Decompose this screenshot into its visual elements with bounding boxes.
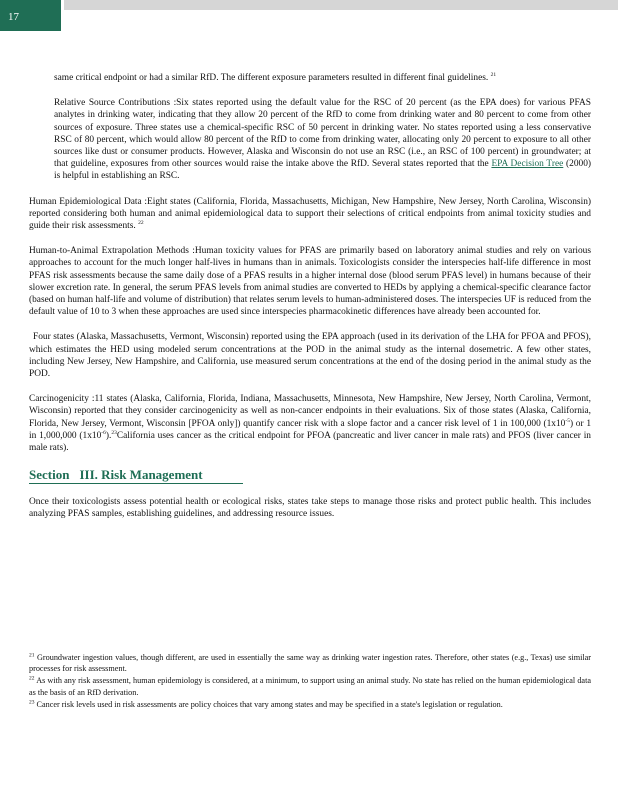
footnote-ref[interactable]: 21 [490, 71, 497, 78]
bullet-text: Relative Source Contributions :Six states reported using the default value for the RSC of 20 percent (as the EPA does) for various PFAS analytes in drinking water, indicating that they allow 20 percent of the RfD to come from drinking water and 80 percent to come from other sources of exposure. Three states use a chemical-specific RSC of 50 percent in drinking water. No states reported using a less conservative RSC of 80 percent, which would allow 80 percent of the RfD to come from drinking water, allocating only 20 percent to exposure to all other sources like dust or consumer products. However, Alaska and Wisconsin do not use an RSC (i.e., an RSC of 100 percent) in groundwater; at that guideline, exposures from other sources would raise the intake above the RfD. Several states reported that the EPA Decision Tree (2000) is helpful in establishing an RSC. [54, 98, 592, 182]
footnote-ref[interactable]: 22 [138, 219, 144, 226]
section-heading [29, 467, 243, 484]
footnote-23: $^{23}$ Cancer risk levels used in risk assessments are policy choices that vary among states and may be specified in a state's legislation or regulation. [29, 699, 503, 709]
header-bar [64, 0, 618, 10]
carcinogenicity-paragraph: Carcinogenicity :11 states (Alaska, California, Florida, Indiana, Massachusetts, Minnesota, New Hampshire, New Jersey, North Carolina, Vermont, Wisconsin) reported that they consider carcinogenicity as well as non-cancer endpoints in their evaluations. Six of those states (Alaska, California, Florida, New Jersey, Vermont, Wisconsin [PFOA only]) quantify cancer risk with a slope factor and a cancer risk level of 1 in 100,000 $(1x10^{-5})$ or 1 in 1,000,000 $(1x10^{-6}).^{23}California$ uses cancer as the critical endpoint for PFOA (pancreatic and liver cancer in male rats) and PFOS (liver cancer in male rats). [29, 394, 592, 454]
page-number: 17 [8, 11, 19, 23]
footnote-21: $^{21}$ Groundwater ingestion values, though different, are used in essentially the same way as drinking water ingestion rates. Therefore, other states (e.g., Texas) use similar processes for risk assessment. [29, 652, 591, 674]
section-label: Section [29, 467, 70, 483]
extrapolation-paragraph: Human-to-Animal Extrapolation Methods :Human toxicity values for PFAS are primarily based on laboratory animal studies and rely on various approaches to account for the much longer half-lives in humans than in animals. Toxicologists consider the interspecies half-life difference in most PFAS risk assessments because the same daily dose of a PFAS results in a higher internal dose (blood serum PFAS level) in humans because of their slower excretion rate. In general, the serum PFAS levels from animal studies are converted to HEDs by applying a chemical-specific clearance factor (based on human half-life and volume of distribution) that relates serum levels to human-administered doses. The interspecies UF is reduced from the default value of 10 to 3 when these approaches are used since interspecies pharmacokinetic differences have already been accounted for. [29, 246, 591, 318]
page-number-badge [0, 0, 61, 31]
bullet-icon [34, 97, 54, 182]
human-epidemiological-paragraph: Human Epidemiological Data :Eight states (California, Florida, Massachusetts, Michigan, New Hampshire, New Jersey, North Carolina, Wisconsin) reported considering both human and animal epidemiological data to support their selections of critical endpoints from animal toxicity studies and guide their risk assessments. $^{22}$ [29, 196, 591, 232]
main-content [29, 72, 591, 534]
section-intro-paragraph: Once their toxicologists assess potential health or ecological risks, states take steps to manage those risks and protect public health. This includes analyzing PFAS samples, establishing guidelines, and addressing resource issues. [29, 497, 591, 520]
footnote-ref[interactable]: 23 [111, 429, 117, 436]
footnotes [29, 652, 591, 711]
section-title: III. Risk Management [79, 467, 203, 483]
bullet-item-rsc [29, 97, 591, 182]
continuation-paragraph: same critical endpoint or had a similar RfD. The different exposure parameters resulted in different final guidelines. $^{21}$ [54, 71, 497, 83]
footnote-22: $^{22}$ As with any risk assessment, human epidemiology is considered, at a minimum, to support using an animal study. No state has relied on the human epidemiological data as the basis of an RfD derivation. [29, 675, 591, 697]
four-states-paragraph: Four states (Alaska, Massachusetts, Vermont, Wisconsin) reported using the EPA approach (used in its derivation of the LHA for PFOA and PFOS), which estimates the HED using modeled serum concentrations at the POD in the animal study as the internal dosemetric. A few other states, including New Jersey, New Hampshire, and California, use measured serum concentrations at the end of the dosing period in the animal study as the POD. [29, 332, 591, 380]
epa-decision-tree-link[interactable]: EPA Decision Tree [491, 159, 564, 170]
